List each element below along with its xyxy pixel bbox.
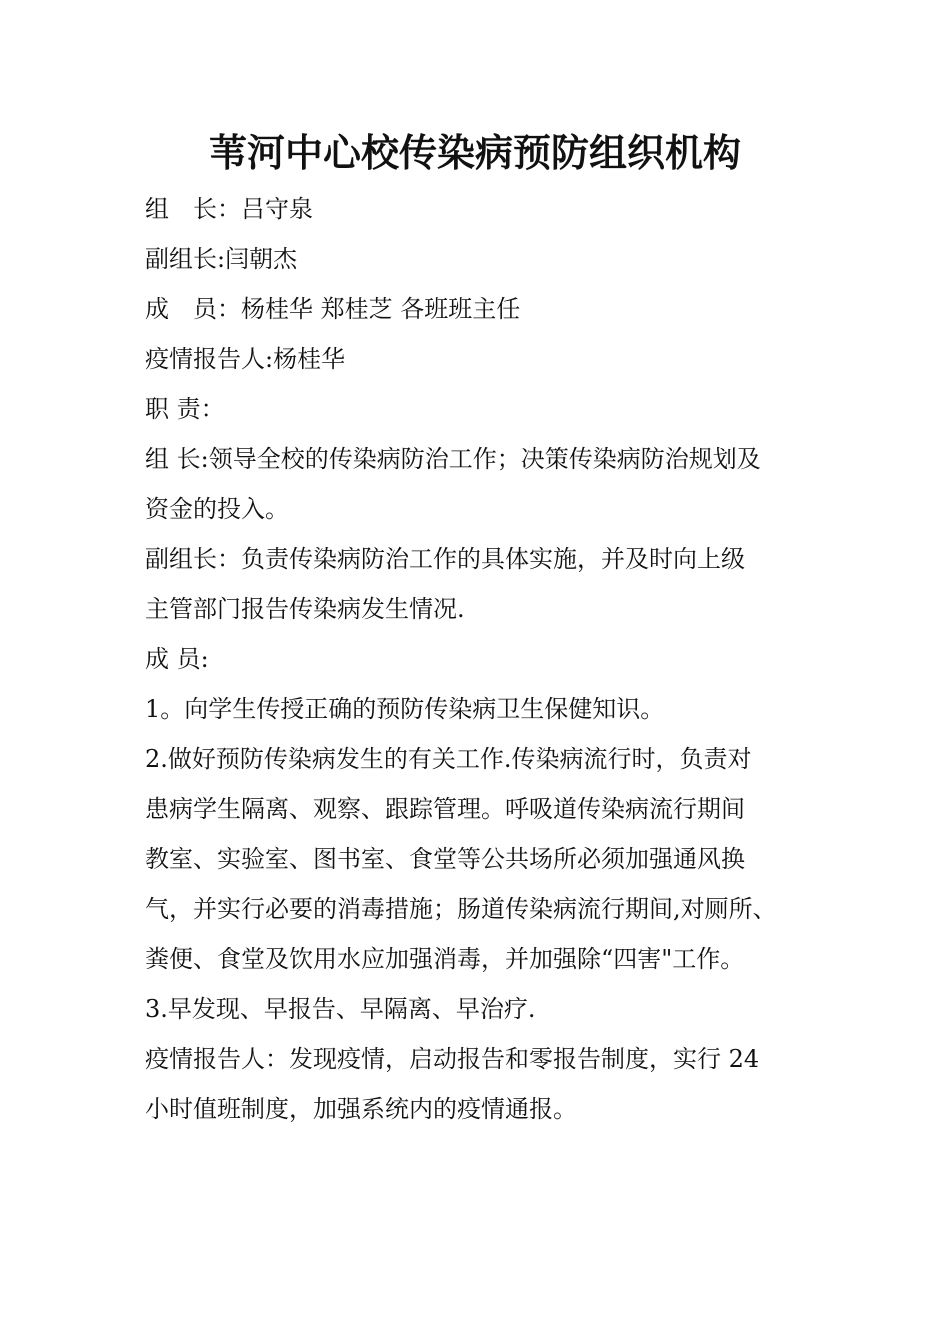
text-line: 主管部门报告传染病发生情况. — [145, 595, 465, 623]
text-line: 副组长：负责传染病防治工作的具体实施，并及时向上级 — [145, 545, 745, 573]
text-line: 粪便、食堂及饮用水应加强消毒，并加强除“四害"工作。 — [145, 945, 745, 973]
text-line: 资金的投入。 — [145, 495, 289, 523]
text-line: 气，并实行必要的消毒措施；肠道传染病流行期间,对厕所、 — [145, 895, 777, 923]
text-line: 成 员：杨桂华 郑桂芝 各班班主任 — [145, 295, 521, 323]
text-line: 组 长:领导全校的传染病防治工作；决策传染病防治规划及 — [145, 445, 761, 473]
document-body — [145, 184, 820, 1134]
text-line: 组 长：吕守泉 — [145, 195, 313, 223]
text-line: 1。向学生传授正确的预防传染病卫生保健知识。 — [145, 695, 665, 723]
text-line: 小时值班制度，加强系统内的疫情通报。 — [145, 1095, 577, 1123]
text-line: 3.早发现、早报告、早隔离、早治疗. — [145, 995, 536, 1023]
text-line: 疫情报告人：发现疫情，启动报告和零报告制度，实行 24 — [145, 1045, 760, 1073]
text-line: 2.做好预防传染病发生的有关工作.传染病流行时，负责对 — [145, 745, 752, 773]
text-line: 疫情报告人:杨桂华 — [145, 345, 346, 373]
text-line: 副组长:闫朝杰 — [145, 245, 298, 273]
text-line: 教室、实验室、图书室、食堂等公共场所必须加强通风换 — [145, 845, 745, 873]
text-line: 职 责： — [145, 395, 225, 423]
document-title: 苇河中心校传染病预防组织机构 — [208, 130, 741, 175]
text-line: 成 员: — [145, 645, 209, 673]
text-line: 患病学生隔离、观察、跟踪管理。呼吸道传染病流行期间 — [145, 795, 745, 823]
